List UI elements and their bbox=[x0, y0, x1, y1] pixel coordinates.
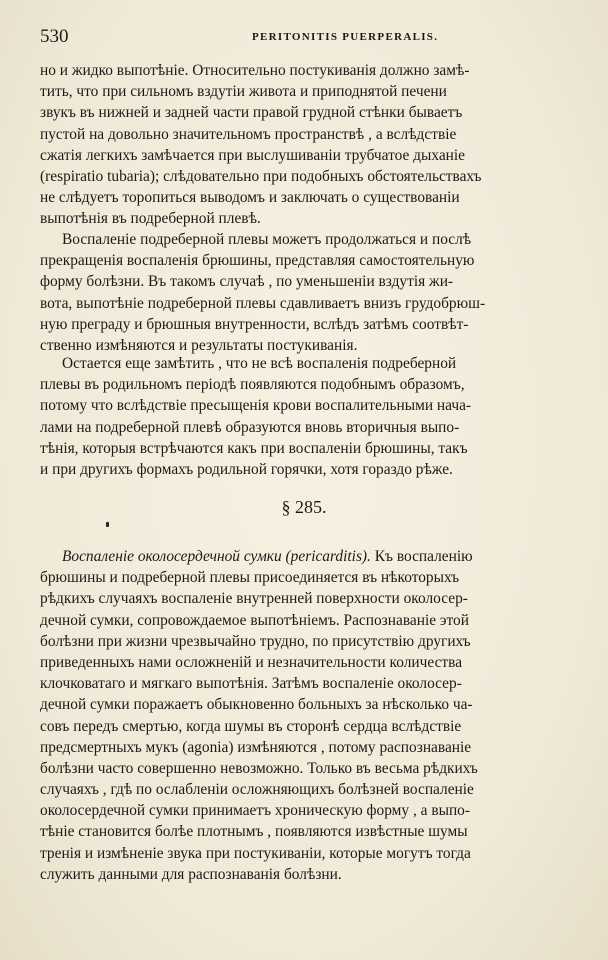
text-line: дечной сумки поражаетъ обыкновенно больныхъ за нѣсколько ча- bbox=[40, 696, 473, 714]
running-head: PERITONITIS PUERPERALIS. bbox=[252, 31, 439, 43]
paragraph-heading: Воспаленіе околосердечной сумки (pericarditis). bbox=[62, 548, 371, 565]
text-line: но и жидко выпотѣніе. Относительно постукиванія должно замѣ- bbox=[40, 62, 470, 79]
text-line: форму болѣзни. Въ такомъ случаѣ , по уменьшеніи вздутія жи- bbox=[40, 273, 454, 291]
text-line: прекращенія воспаленія брюшины, представляя самостоятельную bbox=[40, 252, 475, 270]
text-line: предсмертныхъ мукъ (agonia) измѣняются , потому распознаваніе bbox=[40, 738, 472, 756]
text-line: ственно измѣняются и результаты постукиванія. bbox=[40, 336, 358, 354]
text-line: (respiratio tubaria); слѣдовательно при подобныхъ обстоятельствахъ bbox=[40, 167, 482, 185]
text-line: болѣзни при жизни чрезвычайно трудно, по присутствію другихъ bbox=[40, 632, 471, 650]
text-line: служить данными для распознаванія болѣзни. bbox=[40, 865, 342, 883]
text-line: тѣнія, которыя встрѣчаются какъ при воспаленіи брюшины, такъ bbox=[40, 439, 468, 457]
text-line bbox=[40, 546, 545, 567]
text-line: лами на подреберной плевѣ образуются вновь вторичныя выпо- bbox=[40, 418, 460, 436]
text-line: приведенныхъ нами осложненій и незначительности количества bbox=[40, 653, 463, 671]
paragraph-2 bbox=[40, 229, 545, 356]
paragraph-1 bbox=[40, 60, 545, 230]
text-line: сжатія легкихъ замѣчается при выслушиваніи трубчатое дыханіе bbox=[40, 146, 466, 164]
text-line: случаяхъ , гдѣ по ослабленіи осложняющихъ болѣзней воспаленіе bbox=[40, 781, 474, 799]
text-line: и при другихъ формахъ родильной горячки, хотя гораздо рѣже. bbox=[40, 460, 453, 478]
text-line: клочковатаго и мягкаго выпотѣнія. Затѣмъ воспаленіе околосер- bbox=[40, 675, 462, 693]
text-line: пустой на довольно значительномъ пространствѣ , а вслѣдствіе bbox=[40, 125, 457, 143]
text-line: выпотѣнія въ подреберной плевѣ. bbox=[40, 210, 261, 228]
text-line: дечной сумки, сопровождаемое выпотѣніемъ. Распознаваніе этой bbox=[40, 611, 469, 629]
paragraph-3 bbox=[40, 353, 545, 480]
text-run: Къ воспаленію bbox=[370, 548, 473, 565]
page-number: 530 bbox=[40, 26, 69, 47]
text-line: Остается еще замѣтить , что не всѣ воспаленія подреберной bbox=[62, 355, 457, 372]
text-line: брюшины и подреберной плевы присоединяется въ нѣкоторыхъ bbox=[40, 569, 460, 587]
page-header bbox=[40, 26, 565, 52]
section-title: § 285. bbox=[281, 497, 327, 517]
text-line: тренія и измѣненіе звука при постукиваніи, которые могутъ тогда bbox=[40, 844, 471, 862]
text-line: не слѣдуетъ торопиться выводомъ и заключать о существованіи bbox=[40, 189, 460, 207]
text-line: болѣзни часто совершенно невозможно. Только въ весьма рѣдкихъ bbox=[40, 759, 478, 777]
text-line: плевы въ родильномъ періодѣ появляются подобнымъ образомъ, bbox=[40, 376, 465, 394]
text-line: вота, выпотѣніе подреберной плевы сдавливаетъ внизъ грудобрюш- bbox=[40, 294, 486, 312]
text-line: рѣдкихъ случаяхъ воспаленіе внутренней поверхности околосер- bbox=[40, 590, 468, 608]
ink-speck bbox=[106, 522, 109, 527]
text-line: звукъ въ нижней и задней части правой грудной стѣнки бываетъ bbox=[40, 104, 463, 122]
text-line: ную преграду и брюшныя внутренности, вслѣдъ затѣмъ соотвѣт- bbox=[40, 315, 469, 333]
text-line: Воспаленіе подреберной плевы можетъ продолжаться и послѣ bbox=[62, 231, 472, 248]
text-line: тить, что при сильномъ вздутіи живота и приподнятой печени bbox=[40, 83, 447, 101]
text-line: потому что вслѣдствіе пресыщенія крови воспалительными нача- bbox=[40, 397, 472, 415]
text-line: тѣніе становится болѣе плотнымъ , появляются извѣстные шумы bbox=[40, 823, 468, 841]
text-line: совъ передъ смертью, когда шумы въ сторонѣ сердца вслѣдствіе bbox=[40, 717, 462, 735]
text-line: околосердечной сумки принимаетъ хроническую форму , а выпо- bbox=[40, 802, 471, 820]
paragraph-4 bbox=[40, 546, 545, 885]
